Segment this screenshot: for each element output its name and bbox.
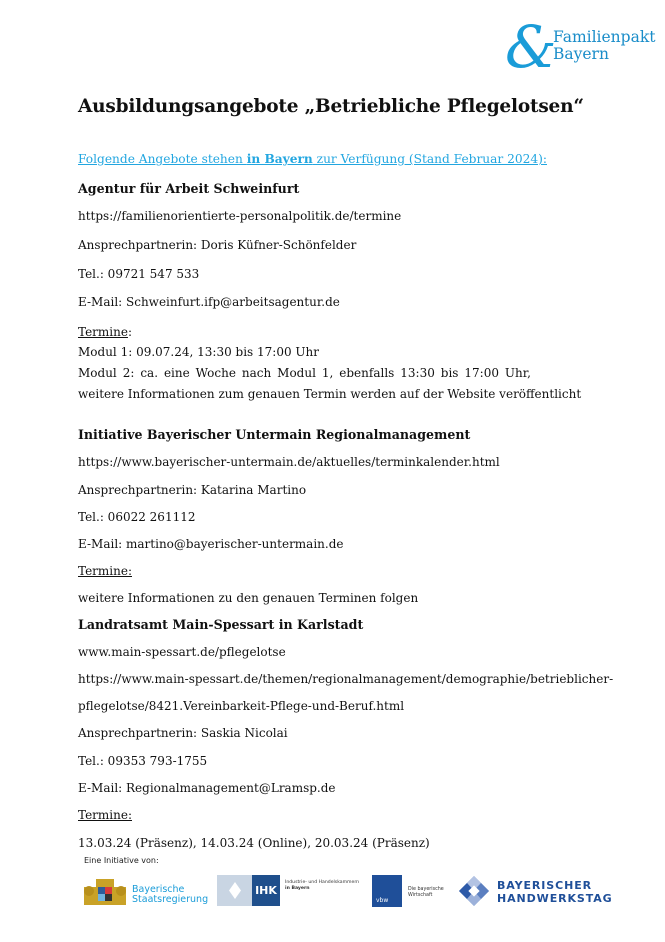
phone: Tel.: 06022 261112: [78, 510, 196, 524]
logo-vbw: [372, 875, 447, 909]
contact-person: Ansprechpartnerin: Saskia Nicolai: [78, 726, 288, 740]
intro-text-bold: in Bayern: [246, 152, 313, 166]
email[interactable]: E-Mail: Regionalmanagement@Lramsp.de: [78, 781, 336, 795]
offer-url[interactable]: www.main-spessart.de/pflegelotse: [78, 645, 286, 659]
ihk-mark: IHK: [252, 875, 280, 906]
page-title: Ausbildungsangebote „Betriebliche Pflegelotsen“: [78, 96, 584, 117]
termin-line: Modul 2: ca. eine Woche nach Modul 1, ebenfalls 13:30 bis 17:00 Uhr,: [78, 366, 531, 380]
email[interactable]: E-Mail: Schweinfurt.ifp@arbeitsagentur.de: [78, 295, 340, 309]
phone: Tel.: 09353 793-1755: [78, 754, 208, 768]
intro-text-1: Folgende Angebote stehen: [78, 152, 247, 166]
termine-label-text: Termine: [78, 325, 128, 339]
bsr-text: [132, 885, 208, 905]
logo-bayerischer-handwerkstag: [458, 875, 628, 909]
vbw-text: [408, 887, 444, 899]
contact-person: Ansprechpartnerin: Katarina Martino: [78, 483, 307, 497]
ihk-text: [285, 880, 365, 892]
contact-person: Ansprechpartnerin: Doris Küfner-Schönfelder: [78, 238, 357, 252]
familienpakt-logo: [505, 13, 656, 81]
bsr-line-1: Bayerische: [132, 884, 185, 895]
termin-line: weitere Informationen zum genauen Termin werden auf der Website veröffentlicht: [78, 387, 582, 401]
logo-line-1: Familienpakt: [553, 28, 656, 46]
offer-url-long-cont[interactable]: pflegelotse/8421.Vereinbarkeit-Pflege-und-Beruf.html: [78, 699, 405, 713]
offer-url-long[interactable]: https://www.main-spessart.de/themen/regionalmanagement/demographie/betrieblicher-: [78, 672, 614, 686]
offer-url[interactable]: https://www.bayerischer-untermain.de/aktuelles/terminkalender.html: [78, 455, 500, 469]
termine-colon: :: [127, 325, 133, 339]
vbw-line-1: Die bayerische: [408, 887, 444, 892]
offer-heading: Landratsamt Main-Spessart in Karlstadt: [78, 617, 364, 632]
logo-bayerische-staatsregierung: [80, 875, 210, 909]
termine-label: Termine:: [78, 808, 132, 822]
initiative-label: Eine Initiative von:: [84, 856, 159, 865]
offer-heading: Agentur für Arbeit Schweinfurt: [78, 181, 300, 196]
offer-heading: Initiative Bayerischer Untermain Regionalmanagement: [78, 427, 471, 442]
ihk-panel: [217, 875, 252, 906]
termin-line: Modul 1: 09.07.24, 13:30 bis 17:00 Uhr: [78, 345, 319, 359]
ampersand-icon: &: [505, 13, 557, 81]
termin-line: weitere Informationen zu den genauen Terminen folgen: [78, 591, 419, 605]
email[interactable]: E-Mail: martino@bayerischer-untermain.de: [78, 537, 344, 551]
bsr-line-2: Staatsregierung: [132, 894, 209, 905]
logo-text: [553, 29, 655, 63]
offer-url[interactable]: https://familienorientierte-personalpolitik.de/termine: [78, 209, 402, 223]
vbw-mark-text: vbw: [376, 897, 389, 904]
phone: Tel.: 09721 547 533: [78, 267, 200, 281]
diamond-icon: [229, 882, 241, 899]
intro-link[interactable]: [78, 152, 547, 166]
termine-label: Termine:: [78, 564, 132, 578]
vbw-mark: [372, 875, 402, 907]
bht-text: [497, 879, 613, 905]
logo-ihk: [217, 875, 362, 909]
termine-label: [78, 325, 132, 339]
intro-text-2: zur Verfügung (Stand Februar 2024):: [312, 152, 547, 166]
termin-line: 13.03.24 (Präsenz), 14.03.24 (Online), 20.03.24 (Präsenz): [78, 836, 430, 850]
bavarian-crest-icon: [82, 875, 128, 907]
vbw-line-2: Wirtschaft: [408, 893, 433, 898]
bht-line-1: BAYERISCHER: [497, 879, 592, 892]
ihk-line-2: in Bayern: [285, 886, 310, 891]
logo-line-2: Bayern: [553, 45, 609, 63]
ihk-line-1: Industrie- und Handelskammern: [285, 880, 360, 885]
bht-line-2: HANDWERKSTAG: [497, 892, 613, 905]
handwerkstag-emblem-icon: [458, 875, 490, 907]
